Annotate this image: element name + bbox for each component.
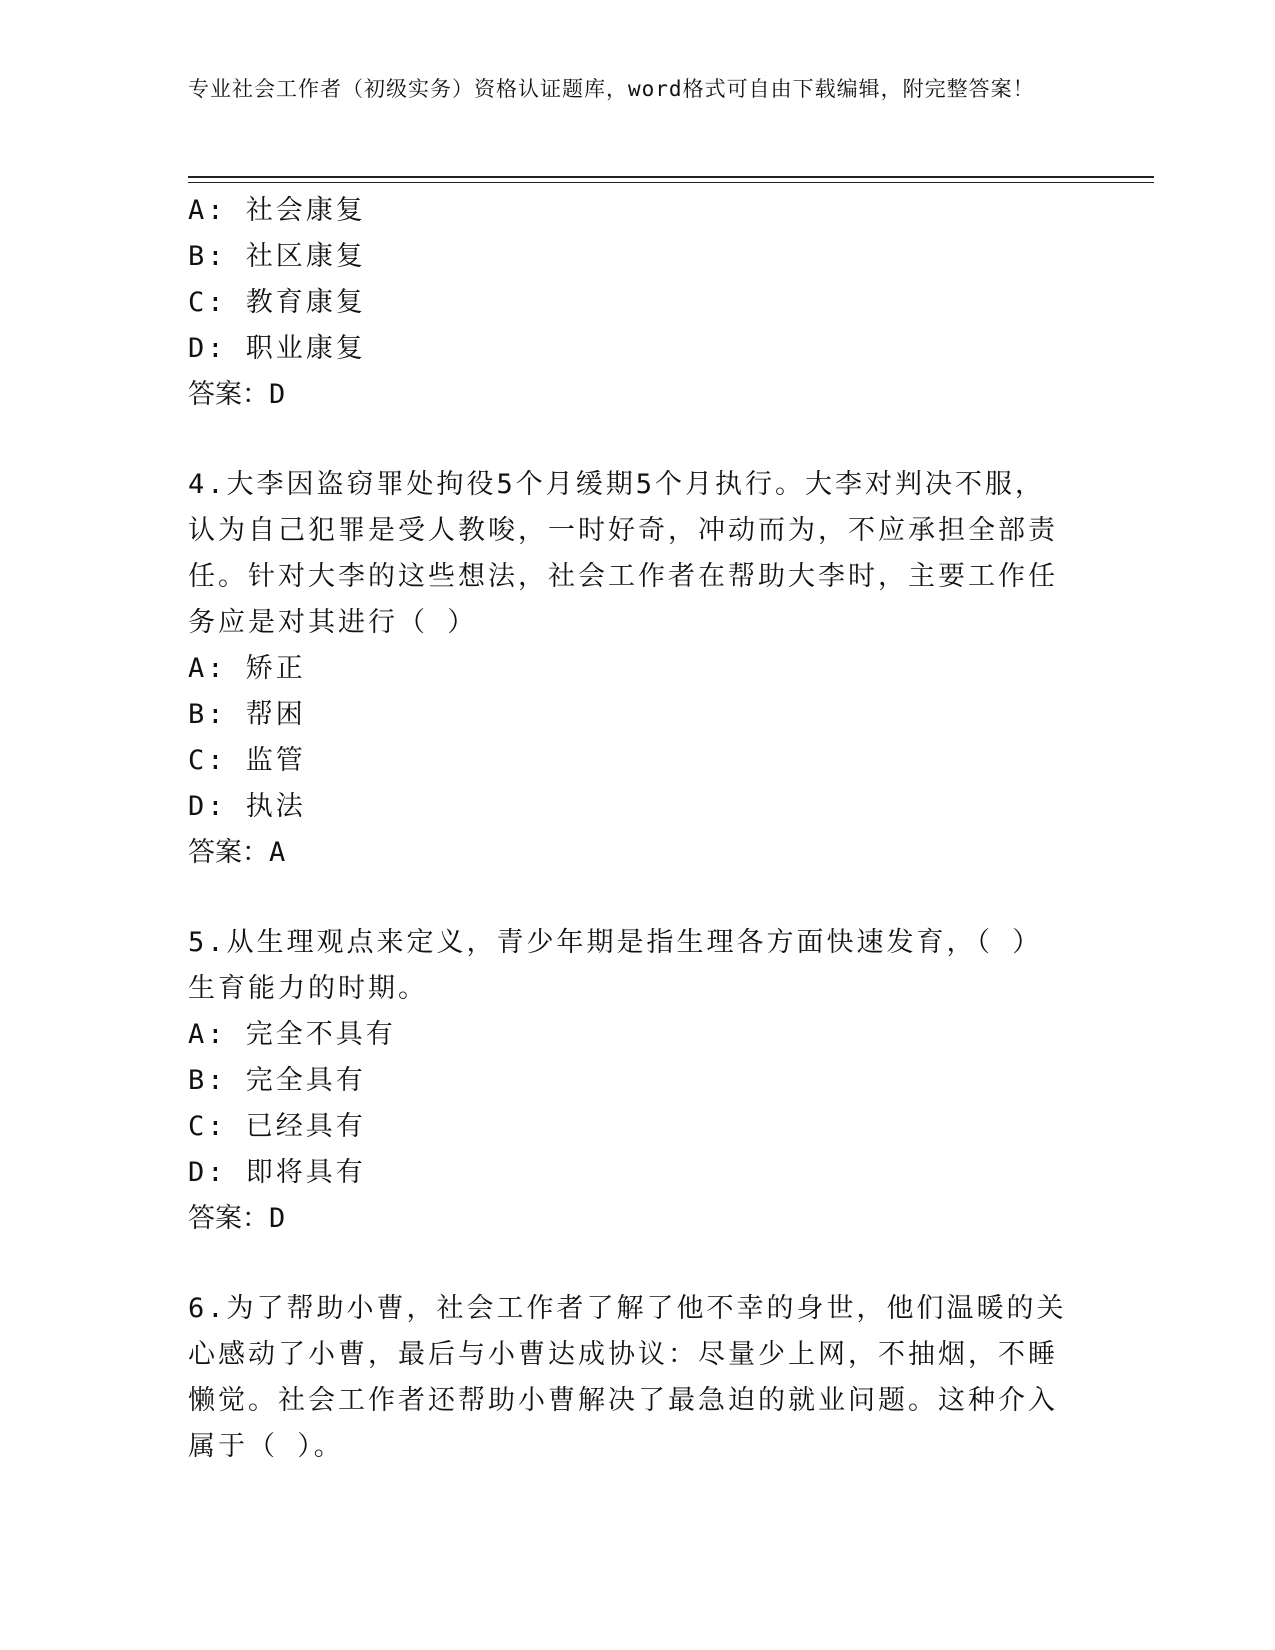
option-c: C: 教育康复 [188, 287, 366, 318]
document-header: 专业社会工作者（初级实务）资格认证题库，word格式可自由下载编辑，附完整答案！ [188, 77, 1035, 101]
option-a: A: 完全不具有 [188, 1019, 396, 1050]
answer-label: 答案： [188, 837, 269, 868]
answer-line [188, 1196, 1068, 1242]
question-6 [188, 1286, 1068, 1470]
option-d: D: 职业康复 [188, 333, 366, 364]
option-a: A: 矫正 [188, 653, 306, 684]
option-c: C: 监管 [188, 745, 306, 776]
document-body [188, 188, 1068, 1470]
question-stem: 5.从生理观点来定义，青少年期是指生理各方面快速发育，（ ）生育能力的时期。 [188, 927, 1043, 1004]
answer-line [188, 372, 1068, 418]
answer-label: 答案： [188, 1203, 269, 1234]
question-3 [188, 188, 1068, 418]
question-stem: 4.大李因盗窃罪处拘役5个月缓期5个月执行。大李对判决不服，认为自己犯罪是受人教唆，一时好奇，冲动而为，不应承担全部责任。针对大李的这些想法，社会工作者在帮助大李时，主要工作任务应是对其进行（ ） [188, 469, 1058, 638]
header-divider-thick [188, 176, 1154, 178]
option-d: D: 即将具有 [188, 1157, 366, 1188]
header-divider-thin [188, 182, 1154, 183]
question-5 [188, 920, 1068, 1242]
answer-line [188, 830, 1068, 876]
question-stem: 6.为了帮助小曹，社会工作者了解了他不幸的身世，他们温暖的关心感动了小曹，最后与小曹达成协议：尽量少上网，不抽烟，不睡懒觉。社会工作者还帮助小曹解决了最急迫的就业问题。这种介入属于（ ）。 [188, 1293, 1067, 1462]
answer-value: A [269, 837, 286, 868]
option-a: A: 社会康复 [188, 195, 366, 226]
option-d: D: 执法 [188, 791, 306, 822]
option-b: B: 帮困 [188, 699, 306, 730]
answer-label: 答案： [188, 379, 269, 410]
option-b: B: 社区康复 [188, 241, 366, 272]
question-4 [188, 462, 1068, 876]
option-c: C: 已经具有 [188, 1111, 366, 1142]
answer-value: D [269, 1203, 286, 1234]
answer-value: D [269, 379, 286, 410]
option-b: B: 完全具有 [188, 1065, 366, 1096]
